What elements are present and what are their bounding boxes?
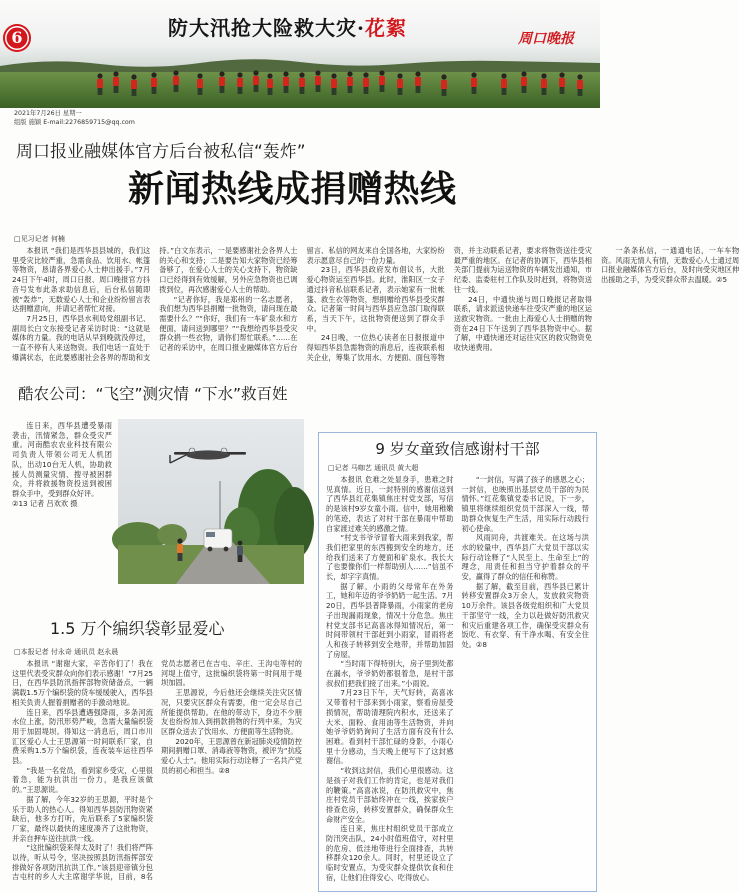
person: [253, 70, 259, 92]
person: [173, 70, 179, 92]
section-title: [168, 16, 407, 40]
paragraph: 据了解，今年32岁的王思源，平时是个乐于助人的热心人。得知西华县防汛物资紧缺后，他多方打听，先后联系了5家编织袋厂家，最终以最快的速度凑齐了这批物资，并亲自押车送往抗洪一线。: [12, 794, 153, 843]
editor: 组版 施颖: [14, 118, 42, 126]
person: [97, 73, 103, 95]
paragraph: 王思源说，今后他还会继续关注灾区情况，只要灾区群众有需要，他一定会尽自己所能提供帮助。在他的带动下，身边不少朋友也纷纷加入到捐款捐物的行列中来，为灾区群众送去了饮用水、方便面等生活物资。: [161, 688, 302, 736]
paragraph: “当时雨下得特别大，房子里到处都在漏水，爷爷奶奶都很着急，是村干部叔叔们把我们接了出来。”小雨说。: [326, 659, 454, 688]
newspaper-logo: 周口晚报: [518, 31, 574, 47]
photo-credit: ②13 记者 吕欢欢 摄: [12, 498, 78, 508]
paragraph: “村支书爷爷冒着大雨来到我家，帮我们把家里的东西搬到安全的地方，还给我们送来了方便面和矿泉水。我长大了也要像你们一样帮助别人……”信虽不长，却字字真情。: [326, 533, 454, 582]
letter-article-headline: 9 岁女童致信感谢村干部: [375, 440, 540, 458]
section-title-tag: 花絮: [364, 16, 407, 40]
letter-byline: □记者 马咖艺 通讯员 黄大超: [328, 464, 419, 472]
page-number: 6: [11, 28, 23, 47]
letter-article-box: [318, 432, 597, 892]
section-title-main: 防大汛抢大险救大灾·: [168, 16, 365, 40]
paragraph: 23日，西华县政府发布倡议书，大批爱心物资运至西华县。此时，淮阳区一女子通过抖音私信联系记者，表示她家有一批帐篷、救生衣等物资，想捐赠给西华县受灾群众。记者第一时间与西华县应急部门取得联系，当天下午，这批物资便送到了群众手中。: [306, 265, 445, 333]
letter-article-body: [326, 475, 589, 887]
paragraph: 据了解，小雨的父母常年在外务工，她和年迈的爷爷奶奶一起生活。7月20日，西华县普降暴雨，小雨家的老房子出现漏雨现象，情况十分危急。焦庄村党支部书记高喜冰得知情况后，第一时间带领村干部赶到小雨家，冒雨将老人和孩子转移到安全地带，并帮助加固了房屋。: [326, 581, 454, 659]
person: [397, 73, 403, 95]
person: [347, 71, 353, 93]
bags-byline: □本报记者 付永奇 通讯员 赵永晨: [14, 648, 119, 656]
paragraph: 7月25日，西华县水利局党组副书记、副局长白文东接受记者采访时说：“这就是媒体的力量。我的电话从早到晚就没停过，一直不停有人来送物资。我们电话一直处于爆满状态，在此要感谢社会各界的帮助和支持。”白文东表示，一是要感谢社会各界人士的关心和支持；二是要告知大家物资已经筹备够了，在爱心人士的关心支持下，物资缺口已经得到有效缓解，另外应急物资也已调拨到位，再次感谢爱心人士的帮助。: [12, 246, 298, 362]
person: [237, 72, 243, 94]
paragraph: 风雨同舟，共渡难关。在这场与洪水的较量中，西华县广大党员干部以实际行动诠释了“人民至上、生命至上”的理念，用责任和担当守护着群众的平安，赢得了群众的信任和称赞。: [461, 533, 589, 582]
page-number-badge: [3, 24, 31, 52]
person: [471, 72, 477, 94]
person: [441, 74, 447, 96]
person: [113, 71, 119, 93]
person: [541, 73, 547, 95]
person: [501, 73, 507, 95]
person: [379, 70, 385, 92]
paragraph: “一封信，写满了孩子的感恩之心；一封信，也映照出基层党员干部的为民情怀。”红花集镇党委书记说，下一步，镇里将继续组织党员干部深入一线，帮助群众恢复生产生活，用实际行动践行初心使命。: [461, 475, 589, 533]
person: [197, 73, 203, 95]
person: [363, 72, 369, 94]
person: [331, 73, 337, 95]
person: [177, 538, 183, 561]
paragraph: “收到这封信，我们心里很感动。这是孩子对我们工作的肯定，也是对我们的鞭策。”高喜冰说，在防汛救灾中，焦庄村党员干部始终冲在一线，挨家挨户排查危房，转移安置群众，确保群众生命财产安全。: [326, 766, 454, 824]
paragraph: 一条条私信，一通通电话，一车车物资。风雨无情人有情，无数爱心人士通过周口报业融媒体官方后台，及时向受灾地区伸出援助之手，为受灾群众带去温暖。②5: [601, 246, 739, 285]
person: [283, 71, 289, 93]
paragraph: 24日晚，一位热心读者在日报报道中得知西华县急需物资的消息后，连夜联系相关企业，筹集了饮用水、方便面、面包等物资，并主动联系记者，要求将物资送往受灾最严重的地区。在记者的协调下，西华县相关部门提前为运送物资的车辆发出通知，市纪委、监委驻村工作队及时赶到，将物资送往一线。: [306, 246, 592, 362]
drone-photo-caption: [12, 421, 112, 549]
drone-photo: [118, 419, 304, 584]
person: [131, 74, 137, 96]
paragraph: “记者你好，我是郑州的一名志愿者，我们想为西华县捐赠一批物资，请问现在最需要什么？”“你好，我们有一车矿泉水和方便面，请问送到哪里？”“我想给西华县受灾群众捐一些衣物，请你们帮忙联系。”……在记者的采访中，在周口报业融媒体官方后台留言、私信的网友来自全国各地，大家纷纷表示愿意尽自己的一份力量。: [159, 246, 445, 353]
lead-headline: 新闻热线成捐赠热线: [128, 168, 457, 210]
paragraph: 7月23日下午，天气好转，高喜冰又带着村干部来到小雨家，察看房屋受损情况，帮助清理院内积水，还送来了大米、面粉、食用油等生活物资，并向她爷爷奶奶询问了生活方面有没有什么困难。看到村干部忙碌的身影，小雨心里十分感动，当天晚上便写下了这封感谢信。: [326, 688, 454, 766]
person: [521, 71, 527, 93]
editor-email: E-mail:2276859715@qq.com: [43, 118, 135, 126]
lead-byline: □见习记者 何楠: [14, 235, 65, 243]
lead-subtitle: 周口报业融媒体官方后台被私信“轰炸”: [16, 142, 306, 162]
dateline: [14, 110, 135, 127]
person: [151, 72, 157, 94]
person: [559, 72, 565, 94]
paragraph: 本报讯 “我们是西华县县城的，我们这里受灾比较严重，急需食品、饮用水、帐篷等物资，恳请各界爱心人士伸出援手。”7月24日下午4时，周口日报、周口晚报官方抖音号发布此条求助信息后，后台私信随即被“轰炸”，无数爱心人士和企业纷纷留言表达捐赠意向，并请记者帮忙对接。: [12, 246, 151, 314]
caption-text: 连日来，西华县遭受暴雨袭击，汛情紧急，群众受灾严重。河南酷农农业科技有限公司负责人带领公司无人机团队，出动10台无人机，协助救援人员测量灾情、搜寻被困群众，并将救援物资投送到被困群众手中，受到群众好评。: [12, 421, 112, 498]
editor-line: [14, 119, 135, 128]
paragraph: 本报讯 危难之处显身手，患难之时见真情。近日，一封特别的感谢信送到了西华县红花集镇焦庄村党支部，写信的是该村9岁女童小雨。信中，她用稚嫩的笔迹，表达了对村干部在暴雨中帮助自家渡过难关的感激之情。: [326, 475, 454, 533]
person: [237, 541, 243, 562]
person: [267, 73, 273, 95]
paragraph: 连日来，西华县遭遇强降雨，多条河流水位上涨，防汛形势严峻，急需大量编织袋用于加固堤坝。得知这一消息后，周口市川汇区爱心人士王思源第一时间联系厂家，自费采购1.5万个编织袋，连夜装车运往西华县。: [12, 707, 153, 766]
lead-article-body: [12, 246, 739, 369]
drone-article-headline: 酷农公司：“飞空”测灾情 “下水”救百姓: [18, 385, 288, 403]
person: [315, 70, 321, 92]
paragraph: “我是一名党员，看到家乡受灾，心里很着急，能为抗洪出一份力，是我应该做的。”王思源说。: [12, 765, 153, 795]
paragraph: 24日，中通快递与周口晚报记者取得联系，请求派送快递车往受灾严重的地区运送救灾物资。一批由上海爱心人士捐赠的物资在24日下午送到了西华县物资中心。据了解，中通快递还对运往灾区的救灾物资免收快递费用。: [453, 294, 592, 353]
paragraph: 据了解，截至目前，西华县已累计转移安置群众3万余人，发放救灾物资10万余件。该县各级党组织和广大党员干部坚守一线，全力以赴做好防汛救灾和灾后重建各项工作，确保受灾群众有饭吃、有衣穿、有干净水喝、有安全住处。②8: [461, 581, 589, 649]
bags-article-headline: 1.5 万个编织袋彰显爱心: [50, 619, 225, 638]
person: [415, 71, 421, 93]
person: [577, 74, 583, 96]
person: [299, 72, 305, 94]
person: [219, 71, 225, 93]
van: [204, 529, 232, 551]
paragraph: “这批编织袋来得太及时了！我们将严阵以待，听从号令，坚决按照县防汛指挥部安排做好各项防汛抗洪工作。”该县迎帝镇分包吉屯村的乡人大主席谢学华说，目前，8名党员志愿者已在吉屯、辛庄、王沟屯等村的河堤上值守，这批编织袋将第一时间用于堤坝加固。: [12, 659, 302, 882]
bags-article-body: [12, 659, 302, 890]
paragraph: 本报讯 “谢谢大家，辛苦你们了！我在这里代表受灾群众向你们表示感谢！”7月25日，在西华县防汛指挥部物资储备点，一辆满载1.5万个编织袋的货车缓缓驶入，西华县相关负责人握着捐赠者的手激动地说。: [12, 659, 153, 707]
paragraph: 连日来，焦庄村组织党员干部成立防汛突击队，24小时值班值守，对村里的危房、低洼地带进行全面排查，共转移群众120余人。同时，村里还设立了临时安置点，为受灾群众提供饮食和住宿，让他们住得安心、吃得放心。: [326, 824, 454, 882]
issue-date: 2021年7月26日 星期一: [14, 110, 82, 117]
paragraph: 2020年，王思源曾在新冠肺炎疫情防控期间捐赠口罩、消毒液等物资，被评为“抗疫爱心人士”。他用实际行动诠释了一名共产党员的初心和担当。②8: [161, 736, 302, 775]
